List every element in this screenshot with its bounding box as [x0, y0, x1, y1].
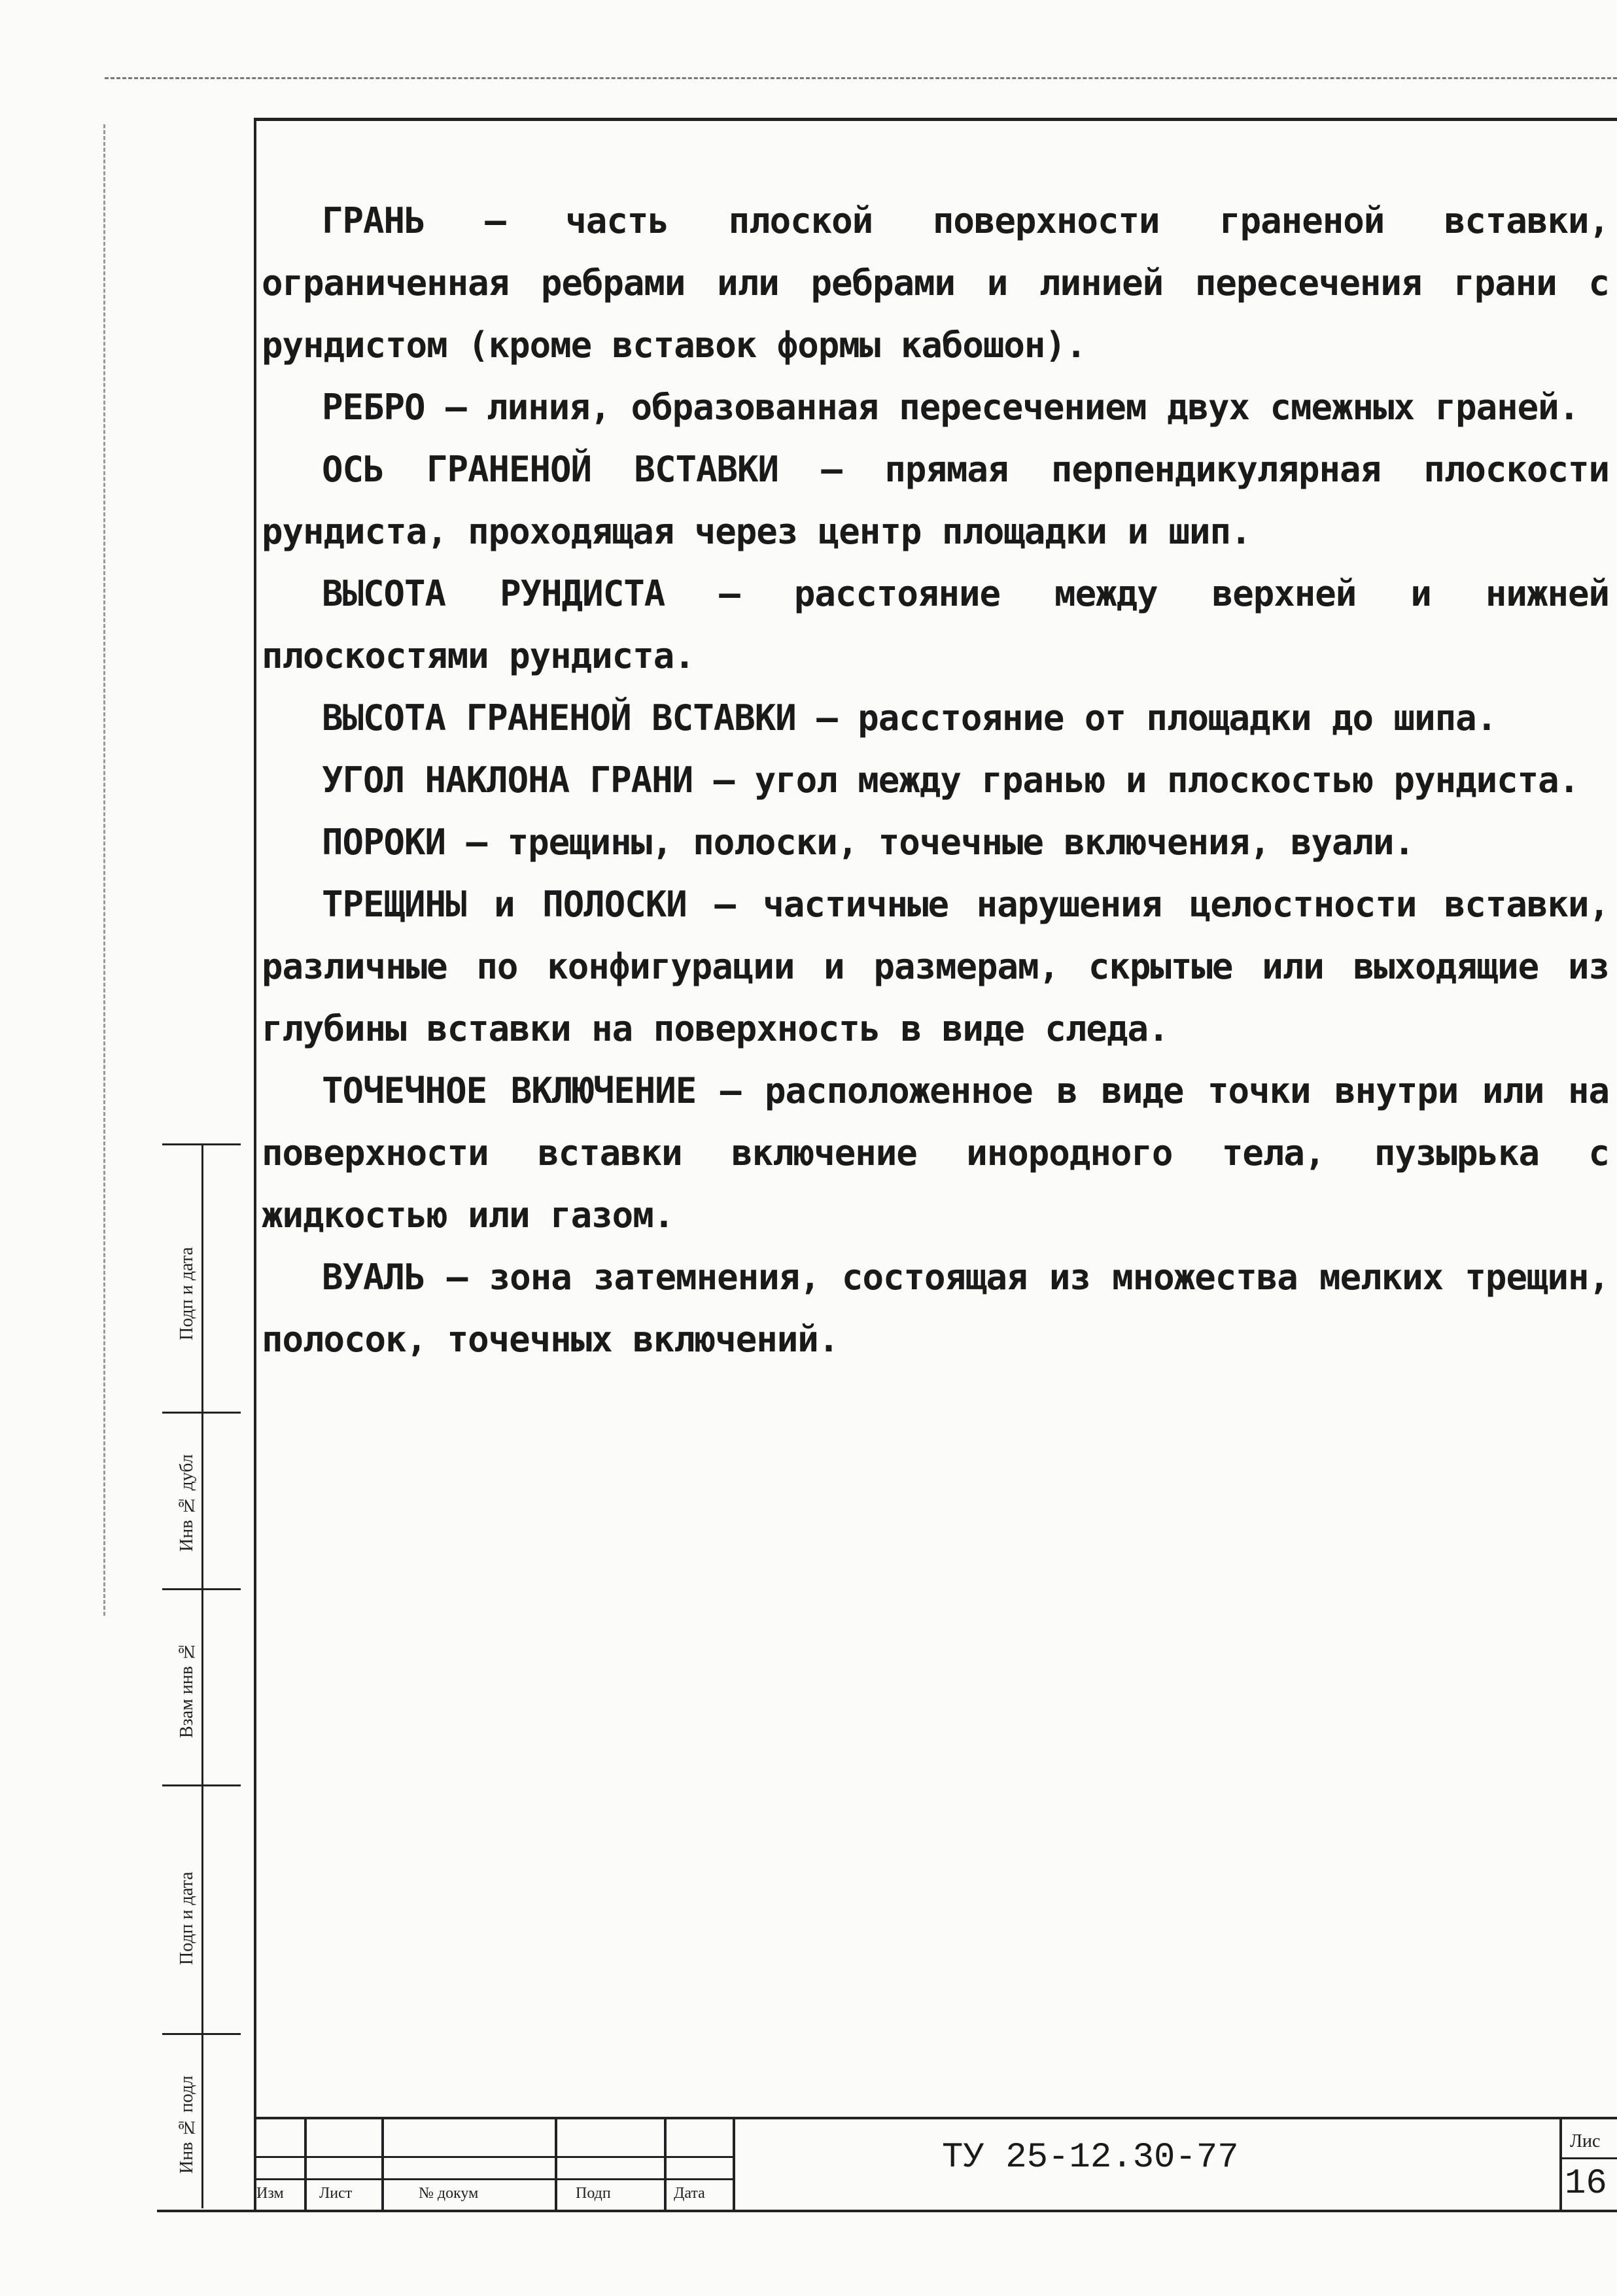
stamp-divider — [201, 1143, 203, 2208]
paragraph-facet-angle: УГОЛ НАКЛОНА ГРАНИ – угол между гранью и плоскостью рундиста. — [322, 759, 1580, 801]
paragraph-edge: РЕБРО – линия, образованная пересечением двух смежных граней. — [322, 387, 1580, 428]
stamp-row-line — [162, 2033, 241, 2035]
document-code: ТУ 25-12.30-77 — [942, 2138, 1239, 2178]
stamp-label: Подп и дата — [177, 1871, 197, 1966]
stamp-label: Инв № дубл — [177, 1454, 197, 1552]
stamp-row-line — [162, 1143, 241, 1145]
title-block-column-line — [304, 2117, 307, 2210]
frame-top-line — [254, 118, 1617, 121]
sheet-label: Лис — [1570, 2131, 1601, 2151]
title-block-mid-line — [255, 2178, 733, 2180]
paragraph-inclusion: ТОЧЕЧНОЕ ВКЛЮЧЕНИЕ – расположенное в виде точки внутри или на поверхности вставки включение инородного тела, пузырька с жидкостью или газом. — [262, 1070, 1609, 1236]
title-block-column-line — [733, 2117, 735, 2210]
stamp-label: Подп и дата — [177, 1247, 197, 1341]
title-block-column-line — [555, 2117, 557, 2210]
margin-stamp — [162, 1143, 241, 2208]
stamp-label: Инв № подл — [177, 2076, 197, 2174]
title-block-mid-line — [255, 2156, 733, 2158]
paragraph-insert-height: ВЫСОТА ГРАНЕНОЙ ВСТАВКИ – расстояние от площадки до шипа. — [322, 697, 1497, 739]
stamp-label: Взам инв № — [177, 1641, 197, 1739]
top-dashed-border — [105, 77, 1617, 79]
left-dashed-border — [103, 124, 105, 1616]
paragraph-facet: ГРАНЬ – часть плоской поверхности граненой вставки, ограниченная ребрами или ребрами и линией пересечения грани с рундистом (кроме вставок формы кабошон). — [262, 200, 1609, 366]
sheet-cell-line — [1559, 2157, 1617, 2159]
paragraph-axis: ОСЬ ГРАНЕНОЙ ВСТАВКИ – прямая перпендикулярная плоскости рундиста, проходящая через центр площадки и шип. — [262, 449, 1609, 552]
title-block-top-line — [255, 2117, 1617, 2119]
sheet-number: 16 — [1565, 2164, 1607, 2204]
paragraph-veil: ВУАЛЬ – зона затемнения, состоящая из множества мелких трещин, полосок, точечных включений. — [262, 1257, 1609, 1360]
title-block-column-line — [381, 2117, 384, 2210]
stamp-row-line — [162, 1588, 241, 1590]
stamp-row-line — [162, 1784, 241, 1786]
title-block-column-line — [664, 2117, 667, 2210]
paragraph-defects: ПОРОКИ – трещины, полоски, точечные включения, вуали. — [322, 822, 1415, 863]
paragraph-girdle-height: ВЫСОТА РУНДИСТА – расстояние между верхней и нижней плоскостями рундиста. — [262, 573, 1609, 676]
frame-bottom-line — [157, 2210, 1617, 2212]
document-body — [262, 190, 1609, 1370]
frame-left-line — [254, 118, 256, 2211]
col-label-sheet: Лист — [319, 2185, 353, 2202]
col-label-date: Дата — [674, 2185, 705, 2202]
col-label-signature: Подп — [576, 2185, 611, 2202]
col-label-doc-number: № докум — [419, 2185, 479, 2202]
col-label-change: Изм — [256, 2185, 284, 2202]
stamp-row-line — [162, 1412, 241, 1414]
paragraph-cracks: ТРЕЩИНЫ и ПОЛОСКИ – частичные нарушения целостности вставки, различные по конфигурации и размерам, скрытые или выходящие из глубины вставки на поверхность в виде следа. — [262, 884, 1609, 1049]
title-block-column-line — [1559, 2117, 1562, 2210]
